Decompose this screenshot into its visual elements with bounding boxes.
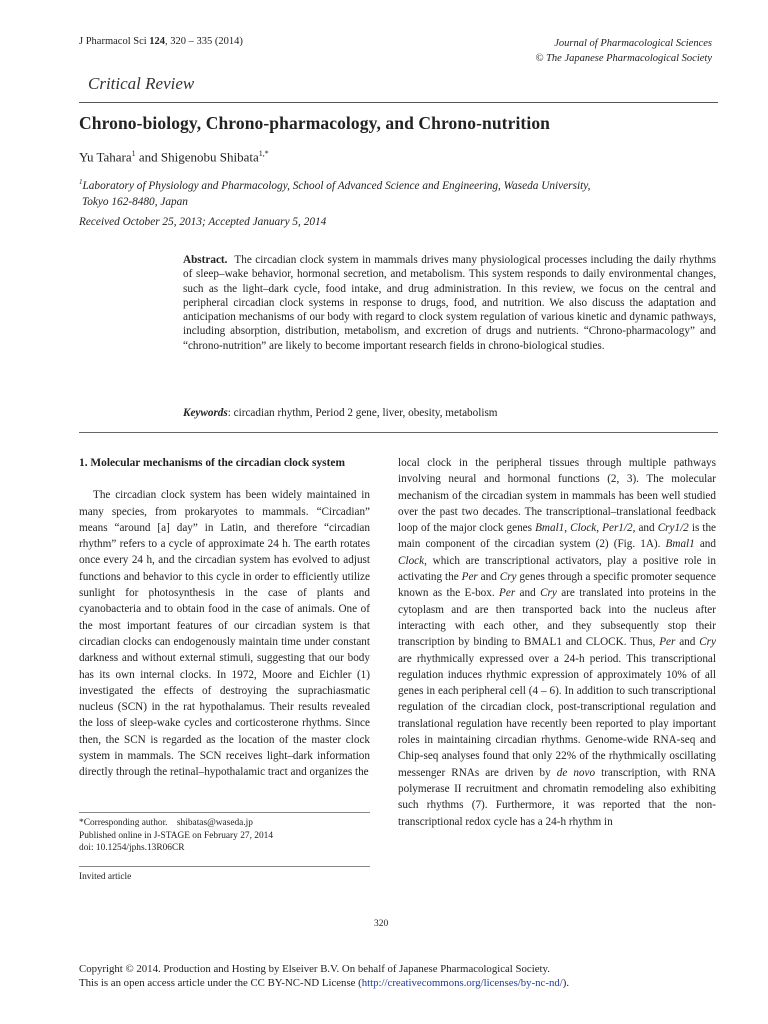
license-suffix: ).	[562, 976, 570, 989]
affiliation-line-2: Tokyo 162-8480, Japan	[82, 195, 188, 208]
affiliation-line-1: Laboratory of Physiology and Pharmacology, School of Advanced Science and Engineering, Waseda University,	[82, 179, 591, 192]
received-dates: Received October 25, 2013; Accepted January 5, 2014	[79, 216, 327, 228]
abstract-label: Abstract.	[183, 254, 228, 266]
society-name: © The Japanese Pharmacological Society	[535, 53, 712, 64]
header-divider	[79, 102, 718, 103]
journal-header	[535, 36, 712, 66]
body-paragraph-continued: local clock in the peripheral tissues through multiple pathways involving neural and hormonal functions (2, 3). The molecular mechanism of the circadian system in mammals has been well studied over the past two decades. The transcriptional–translational feedback loop of the major clock genes Bmal1, Clock, Per1/2, and Cry1/2 is the main component of the circadian system (2) (Fig. 1A). Bmal1 and Clock, which are transcriptional activators, play a positive role in activating the Per and Cry genes through a specific promoter sequence known as the E-box. Per and Cry are translated into proteins in the cytoplasm and are then transported back into the nucleus after interacting with each other, and they subsequently stop their transcription by binding to BMAL1 and CLOCK. Thus, Per and Cry are rhythmically expressed over a 24-h period. This transcriptional regulation induces rhythmic expression of approximately 10% of all genes in each peripheral cell (4 – 6). In addition to such transcriptional regulation of the circadian clock, post-transcriptional regulation and translational regulation have recently been reported to play important roles in maintaining circadian rhythms. Genome-wide RNA-seq and Chip-seq analyses found that only 22% of the rhythmically oscillating messenger RNAs are driven by de novo transcription, with RNA polymerase II recruitment and chromatin remodeling also exhibiting such rhythms (7). Furthermore, it was reported that the non-transcriptional redox cycle has a 24-h rhythm in	[398, 457, 717, 828]
abstract-divider	[79, 432, 718, 433]
author-connector: and	[135, 149, 161, 165]
copyright-line: Copyright © 2014. Production and Hosting by Elseiver B.V. On behalf of Japanese Pharmacological Society.	[79, 963, 550, 975]
license-prefix: This is an open access article under the CC BY-NC-ND License (	[79, 976, 362, 989]
article-title: Chrono-biology, Chrono-pharmacology, and Chrono-nutrition	[79, 113, 550, 133]
section-heading: 1. Molecular mechanisms of the circadian clock system	[79, 457, 345, 469]
journal-name: Journal of Pharmacological Sciences	[554, 38, 712, 49]
keywords-text: : circadian rhythm, Period 2 gene, liver, obesity, metabolism	[227, 407, 498, 419]
author-2-affiliation: 1,*	[258, 149, 269, 158]
journal-ref-volume: 124	[149, 36, 166, 47]
corresponding-label: *Corresponding author.	[79, 818, 168, 828]
footnote-divider	[79, 812, 370, 813]
right-column	[398, 455, 716, 830]
journal-ref-suffix: , 320 – 335 (2014)	[165, 36, 243, 47]
author-1-affiliation: 1	[131, 149, 136, 158]
affiliation	[79, 174, 679, 210]
license-notice	[79, 963, 719, 990]
abstract	[183, 253, 716, 353]
doi[interactable]: doi: 10.1254/jphs.13R06CR	[79, 843, 185, 853]
published-date: Published online in J-STAGE on February 27, 2014	[79, 830, 274, 841]
invited-article-note: Invited article	[79, 872, 132, 882]
keywords	[183, 407, 716, 419]
footnote-divider-2	[79, 866, 370, 867]
keywords-label: Keywords	[183, 407, 228, 419]
left-column	[79, 455, 370, 781]
page-number: 320	[374, 919, 389, 929]
section-label: Critical Review	[88, 74, 195, 93]
journal-ref-prefix: J Pharmacol Sci	[79, 36, 150, 47]
author-list	[79, 149, 269, 165]
affiliation-marker: 1	[79, 178, 83, 186]
corresponding-email[interactable]: shibatas@waseda.jp	[176, 818, 253, 828]
journal-reference	[79, 36, 243, 47]
body-paragraph: The circadian clock system has been widely maintained in many species, from prokaryotes to mammals. “Circadian” means “around [a] day” in Latin, and therefore “circadian rhythm” refers to a cycle of approximate 24 h. The earth rotates once every 24 h, and the circadian system has evolved to adjust functions and behavior to this cycle in order to efficiently utilize sunlight for photosynthesis in the case of plants and cyanobacteria and to obtain food in the case of animals. One of the most important features of our circadian system is that circadian clocks can endogenously maintain time under constant darkness and without external stimuli, suggesting that our body has its own internal clocks. In 1972, Moore and Eichler (1) investigated the effects of destroying the suprachiasmatic nucleus (SCN) in the rat hypothalamus. Their results revealed the loss of sleep-wake cycles and corticosterone rhythms. Since then, the SCN is regarded as the location of the master clock system in mammals. The SCN receives light–dark information directly through the retinal–hypothalamic tract and organizes the	[79, 489, 370, 779]
author-2: Shigenobu Shibata	[160, 149, 259, 165]
author-1: Yu Tahara	[79, 149, 132, 165]
footnotes	[79, 817, 273, 855]
abstract-text: The circadian clock system in mammals drives many physiological processes including the daily rhythms of sleep–wake behavior, hormonal secretion, and metabolism. This system responds to daily environmental changes, such as the light–dark cycle, food intake, and drug administration. In this review, we focus on the central and peripheral circadian clock systems in response to drugs, food, and nutrition. We also discuss the adaptation and anticipation mechanisms of our body with regard to clock system regulation of various kinetic and dynamic pathways, including absorption, distribution, metabolism, and excretion of drugs and nutrients. “Chrono-pharmacology” and “chrono-nutrition” are likely to become important research fields in chrono-biological studies.	[183, 254, 716, 352]
license-link[interactable]: http://creativecommons.org/licenses/by-nc-nd/	[361, 976, 563, 989]
